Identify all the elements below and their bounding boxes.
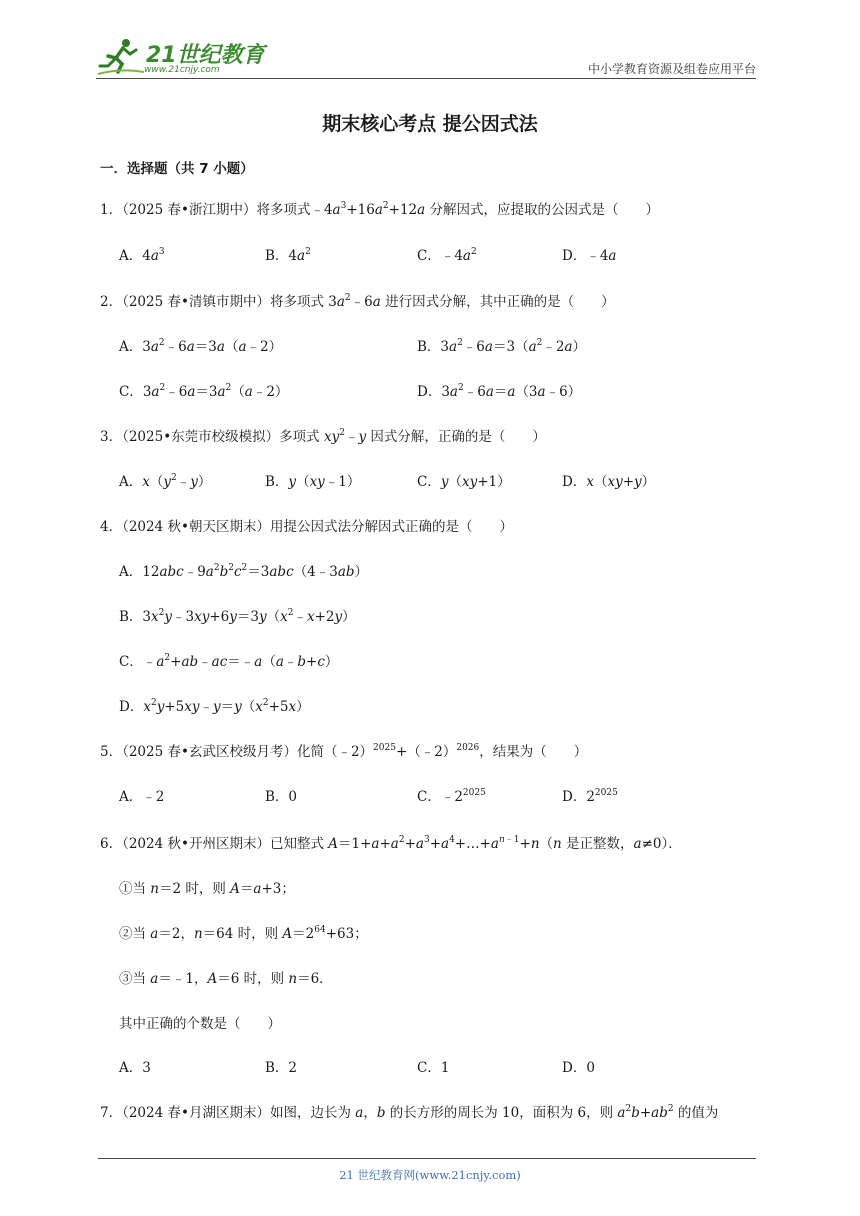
option-b[interactable]: B．$4a^2$ [265,247,311,264]
option-d[interactable]: D．$3a^2﹣6a=a(3a﹣6)$ [417,383,582,400]
header-divider [96,78,756,79]
logo-text: 21世纪教育 [146,43,265,68]
option-d[interactable]: D．x（xy+y） [562,474,656,490]
logo-url: www.21cnjy.com [144,65,220,75]
option-d[interactable]: D．$x^2y+5xy﹣y=y(x^2+5x)$ [119,698,310,715]
footer-divider [98,1158,756,1159]
platform-name: 中小学教育资源及组卷应用平台 [587,62,756,76]
question-prompt: 其中正确的个数是（ ） [119,1016,281,1032]
option-a[interactable]: A．$12abc﹣9a^2b^2c^2=3abc(4﹣3ab)$ [119,563,369,580]
option-c[interactable]: C．$﹣4a^2$ [417,247,477,264]
option-b[interactable]: B．$3a^2﹣6a=3(a^2﹣2a)$ [417,338,587,355]
option-b[interactable]: B．0 [265,789,298,805]
option-a[interactable]: A．$3a^2﹣6a=3a(a﹣2)$ [119,338,283,355]
site-logo [96,36,266,76]
option-c[interactable]: C．$﹣2^{2025}$ [417,788,486,805]
statement-2: ②当 a＝2，n＝64 时，则 $A=2^{64}+63$； [119,925,368,942]
statement-3: ③当 a＝﹣1，A＝6 时，则 n＝6． [119,971,333,987]
option-c[interactable]: C．1 [417,1060,450,1076]
runner-logo-icon [96,36,146,76]
question-stem: 6．（2024 秋•开州区期末）已知整式 $A=1+a+a^2+a^3+a^4+\dots+a^{n﹣1}+n(n$ 是正整数，a≠0）． [100,835,682,852]
footer-link[interactable]: 21 世纪教育网(www.21cnjy.com) [339,1168,521,1182]
option-a[interactable]: A．$4a^3$ [119,247,165,264]
question-stem: 3．（2025•东莞市校级模拟）多项式 $xy^2﹣y$ 因式分解，正确的是（ ） [100,428,546,445]
option-c[interactable]: C．y（xy+1） [417,474,511,490]
option-b[interactable]: B．$3x^2y﹣3xy+6y=3y(x^2﹣x+2y)$ [119,608,356,625]
statement-1: ①当 n＝2 时，则 A＝a+3； [119,881,295,897]
option-c[interactable]: C．$﹣a^2+ab﹣ac=﹣a(a﹣b+c)$ [119,653,339,670]
section-heading: 一．选择题（共 7 小题） [100,161,254,177]
option-d[interactable]: D．0 [562,1060,595,1076]
page-title: 期末核心考点 提公因式法 [322,113,538,135]
option-b[interactable]: B．y（xy﹣1） [265,474,361,490]
option-a[interactable]: A．3 [119,1060,151,1076]
option-a[interactable]: A．﹣2 [119,789,165,805]
question-stem: 4．（2024 秋•朝天区期末）用提公因式法分解因式正确的是（ ） [100,519,513,535]
question-stem: 5．（2025 春•玄武区校级月考）化简（﹣2）$^{2025}$+（﹣2）$^{2026}$，结果为（ ） [100,743,588,760]
option-a[interactable]: A．$x(y^2﹣y)$ [119,473,212,490]
question-stem: 7．（2024 春•月湖区期末）如图，边长为 a，b 的长方形的周长为 10，面积为 6，则 $a^2b+ab^2$ 的值为 [100,1104,719,1121]
option-d[interactable]: D．﹣4a [562,248,617,264]
option-c[interactable]: C．$3a^2﹣6a=3a^2(a﹣2)$ [119,383,289,400]
option-b[interactable]: B．2 [265,1060,298,1076]
question-stem: 1．（2025 春•浙江期中）将多项式$﹣4a^3+16a^2+12a$ 分解因式，应提取的公因式是（ ） [100,201,659,218]
option-d[interactable]: D．$2^{2025}$ [562,788,618,805]
question-stem: 2．（2025 春•清镇市期中）将多项式 $3a^2﹣6a$ 进行因式分解，其中正确的是（ ） [100,293,615,310]
page-header [96,30,756,80]
